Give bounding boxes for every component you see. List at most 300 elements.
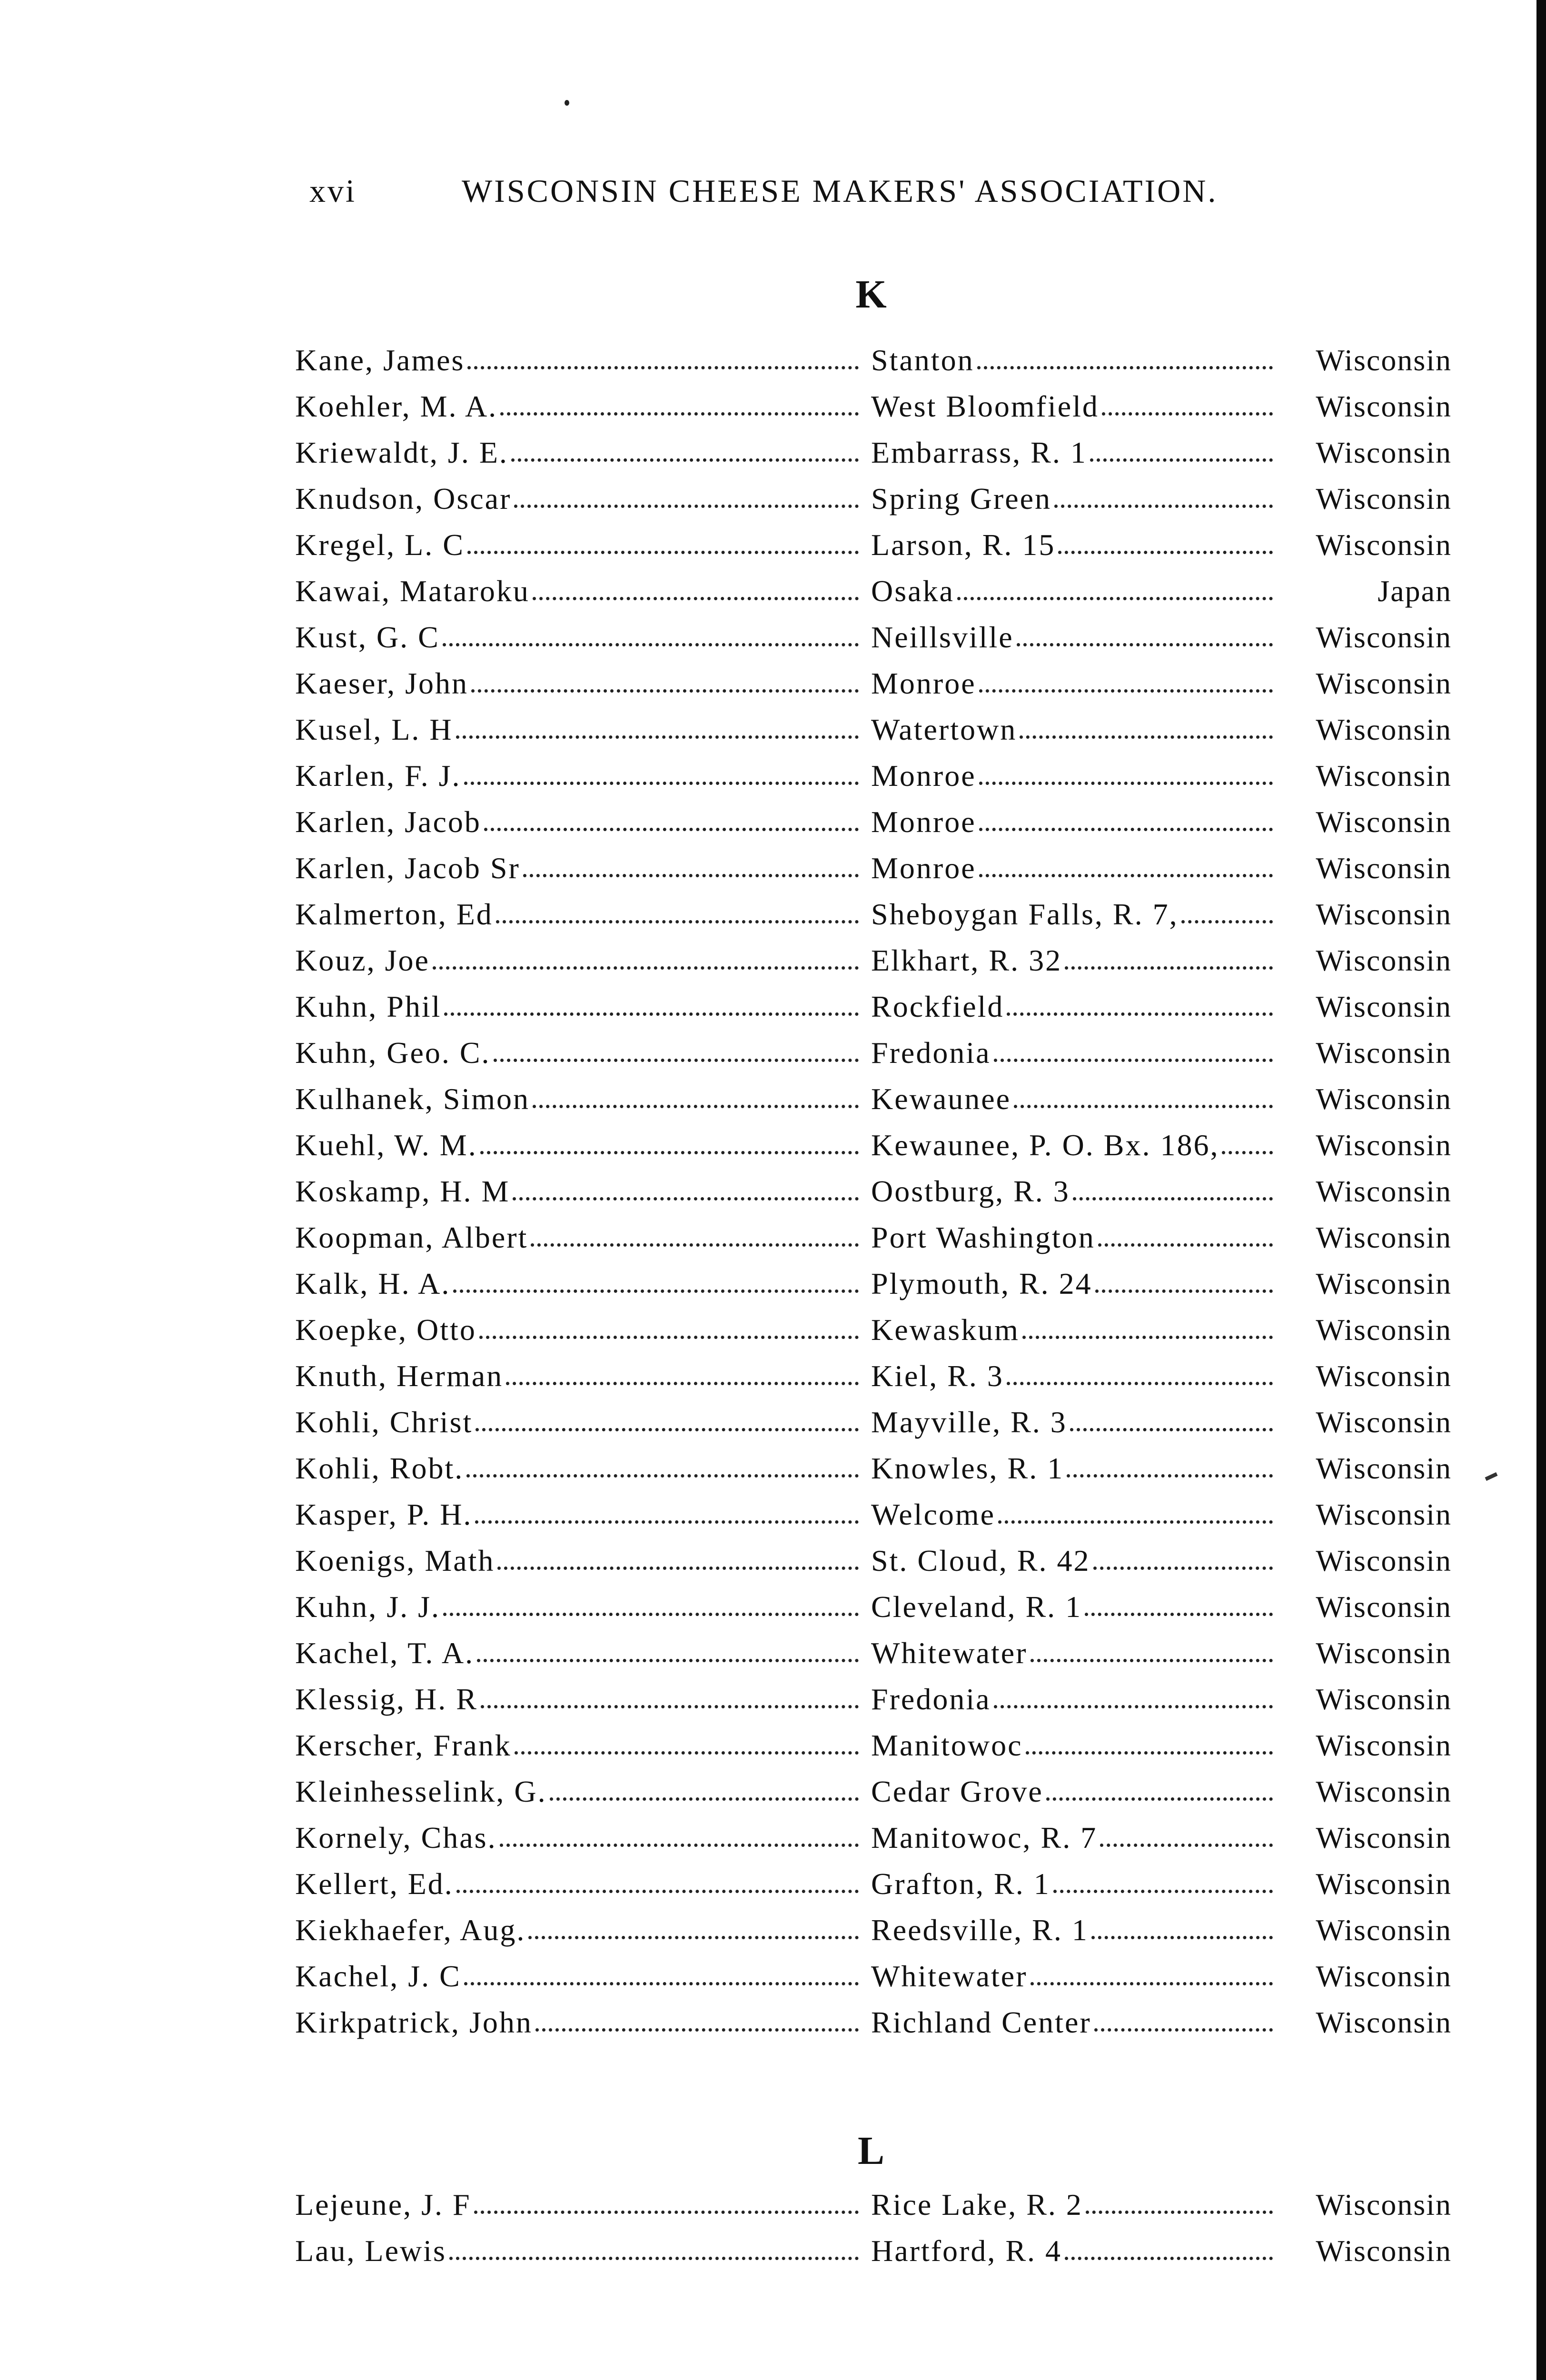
member-name-cell xyxy=(295,389,862,424)
member-place-cell xyxy=(862,2233,1276,2269)
list-item xyxy=(295,1959,1452,2005)
member-name: Koenigs, Math xyxy=(295,1544,495,1577)
member-place-cell xyxy=(862,1266,1276,1301)
list-item xyxy=(295,620,1452,666)
member-place-cell xyxy=(862,1359,1276,1394)
page-title: WISCONSIN CHEESE MAKERS' ASSOCIATION. xyxy=(462,173,1218,209)
member-place: Knowles, R. 1 xyxy=(871,1451,1064,1485)
member-name-cell xyxy=(295,1174,862,1209)
dot-leader xyxy=(1031,1659,1273,1662)
member-name-cell xyxy=(295,1312,862,1348)
list-item xyxy=(295,1728,1452,1774)
list-item xyxy=(295,1820,1452,1866)
member-place: Cleveland, R. 1 xyxy=(871,1590,1082,1624)
dot-leader xyxy=(1086,2211,1273,2214)
member-place-cell xyxy=(862,2005,1276,2040)
member-name: Koehler, M. A. xyxy=(295,389,498,423)
member-state: Wisconsin xyxy=(1316,1775,1452,1808)
member-place-cell xyxy=(862,897,1276,932)
list-item xyxy=(295,1636,1452,1682)
member-name: Koskamp, H. M xyxy=(295,1174,510,1208)
member-name: Kulhanek, Simon xyxy=(295,1082,530,1116)
member-place: Kewaskum xyxy=(871,1313,1020,1347)
dot-leader xyxy=(1046,1797,1273,1801)
list-item xyxy=(295,804,1452,851)
list-item xyxy=(295,1451,1452,1497)
member-name-cell xyxy=(295,1266,862,1301)
dot-leader xyxy=(1094,2028,1273,2032)
member-state: Wisconsin xyxy=(1316,1451,1452,1485)
member-name: Kane, James xyxy=(295,343,465,377)
dot-leader xyxy=(1031,1982,1273,1985)
list-item xyxy=(295,389,1452,435)
member-place-cell xyxy=(862,1959,1276,1994)
member-name-cell xyxy=(295,1543,862,1578)
member-name-cell xyxy=(295,1081,862,1117)
member-place-cell xyxy=(862,804,1276,840)
member-place-cell xyxy=(862,1035,1276,1071)
member-name: Kleinhesselink, G. xyxy=(295,1775,547,1808)
member-place: Grafton, R. 1 xyxy=(871,1867,1050,1901)
member-name-cell xyxy=(295,1497,862,1532)
member-name: Kuhn, Geo. C. xyxy=(295,1036,491,1070)
dot-leader xyxy=(497,1567,859,1570)
member-name: Kusel, L. H xyxy=(295,713,453,746)
member-name: Kalk, H. A. xyxy=(295,1267,451,1300)
member-state: Wisconsin xyxy=(1316,1682,1452,1716)
dot-leader xyxy=(1053,1890,1273,1893)
list-item xyxy=(295,1405,1452,1451)
member-place-cell xyxy=(862,1866,1276,1902)
member-name: Karlen, Jacob xyxy=(295,805,481,839)
member-place: Welcome xyxy=(871,1497,996,1531)
member-name: Kriewaldt, J. E. xyxy=(295,436,508,469)
member-state: Wisconsin xyxy=(1316,759,1452,793)
member-place-cell xyxy=(862,758,1276,793)
dot-leader xyxy=(464,1982,859,1985)
dot-leader xyxy=(443,643,859,646)
member-place: Mayville, R. 3 xyxy=(871,1405,1067,1439)
member-place: Watertown xyxy=(871,713,1017,746)
dot-leader xyxy=(957,597,1273,600)
member-state: Wisconsin xyxy=(1316,1590,1452,1624)
member-place-cell xyxy=(862,1312,1276,1348)
dot-leader xyxy=(481,1705,859,1708)
list-item xyxy=(295,1543,1452,1589)
member-place: Manitowoc, R. 7 xyxy=(871,1821,1098,1854)
dot-leader xyxy=(1090,458,1273,462)
member-name: Kalmerton, Ed xyxy=(295,897,493,931)
member-name-cell xyxy=(295,1959,862,1994)
list-item xyxy=(295,1266,1452,1312)
member-name-cell xyxy=(295,1636,862,1671)
member-place: Neillsville xyxy=(871,620,1014,654)
list-item xyxy=(295,1081,1452,1128)
dot-leader xyxy=(466,1474,859,1478)
member-place-cell xyxy=(862,620,1276,655)
member-name-cell xyxy=(295,1774,862,1809)
dot-leader xyxy=(1022,1336,1273,1339)
dot-leader xyxy=(1020,735,1273,739)
member-state: Wisconsin xyxy=(1316,713,1452,746)
list-item xyxy=(295,1128,1452,1174)
member-name-cell xyxy=(295,897,862,932)
member-name-cell xyxy=(295,666,862,701)
member-state: Wisconsin xyxy=(1316,436,1452,469)
member-state: Wisconsin xyxy=(1316,1959,1452,1993)
member-name: Kornely, Chas. xyxy=(295,1821,497,1854)
member-place: Kiel, R. 3 xyxy=(871,1359,1004,1393)
list-item xyxy=(295,481,1452,527)
list-item xyxy=(295,343,1452,389)
list-item xyxy=(295,2233,1452,2280)
member-place-cell xyxy=(862,389,1276,424)
member-state: Wisconsin xyxy=(1316,1821,1452,1854)
member-name: Kachel, T. A. xyxy=(295,1636,475,1670)
dot-leader xyxy=(484,828,859,831)
dot-leader xyxy=(467,551,859,554)
dot-leader xyxy=(515,1751,859,1755)
member-place: Osaka xyxy=(871,574,954,608)
dot-leader xyxy=(500,412,859,416)
section-letter-l: L xyxy=(857,2129,885,2173)
member-place: Hartford, R. 4 xyxy=(871,2234,1062,2268)
dot-leader xyxy=(449,2257,859,2260)
dot-leader xyxy=(494,1059,859,1062)
list-item xyxy=(295,1589,1452,1636)
member-place-cell xyxy=(862,1081,1276,1117)
member-state: Wisconsin xyxy=(1316,1313,1452,1347)
member-place: Sheboygan Falls, R. 7, xyxy=(871,897,1179,931)
dot-leader xyxy=(535,2028,859,2032)
member-place: Elkhart, R. 32 xyxy=(871,943,1062,977)
member-name: Lejeune, J. F xyxy=(295,2188,471,2221)
member-name-cell xyxy=(295,343,862,378)
member-place-cell xyxy=(862,1820,1276,1855)
member-name: Kohli, Robt. xyxy=(295,1451,464,1485)
member-state: Wisconsin xyxy=(1316,1128,1452,1162)
dot-leader xyxy=(464,782,859,785)
dot-leader xyxy=(1073,1197,1273,1200)
list-item xyxy=(295,574,1452,620)
member-place-cell xyxy=(862,1913,1276,1948)
list-item xyxy=(295,1866,1452,1913)
list-item xyxy=(295,1774,1452,1820)
member-place-cell xyxy=(862,1405,1276,1440)
member-place: Stanton xyxy=(871,343,974,377)
member-place: Richland Center xyxy=(871,2005,1091,2039)
dot-leader xyxy=(1222,1151,1273,1154)
member-name-cell xyxy=(295,2005,862,2040)
member-name-cell xyxy=(295,620,862,655)
dot-leader xyxy=(979,828,1273,831)
member-place-cell xyxy=(862,1220,1276,1255)
member-place: Reedsville, R. 1 xyxy=(871,1913,1089,1947)
dot-leader xyxy=(1100,1844,1273,1847)
dot-leader xyxy=(475,1520,859,1524)
dot-leader xyxy=(1007,1382,1273,1385)
member-name-cell xyxy=(295,1866,862,1902)
page-folio: xvi xyxy=(309,173,357,209)
dot-leader xyxy=(533,597,859,600)
member-name-cell xyxy=(295,1405,862,1440)
member-state: Wisconsin xyxy=(1316,1267,1452,1300)
member-state: Wisconsin xyxy=(1316,990,1452,1023)
member-state: Wisconsin xyxy=(1316,666,1452,700)
member-place: Fredonia xyxy=(871,1036,991,1070)
list-item xyxy=(295,989,1452,1035)
member-name: Koopman, Albert xyxy=(295,1220,528,1254)
member-place: Monroe xyxy=(871,666,976,700)
print-speck xyxy=(565,100,569,106)
member-name-cell xyxy=(295,1220,862,1255)
member-state: Wisconsin xyxy=(1316,1405,1452,1439)
member-name: Kuhn, Phil xyxy=(295,990,442,1023)
member-place-cell xyxy=(862,1174,1276,1209)
member-state: Wisconsin xyxy=(1316,943,1452,977)
scan-edge-right xyxy=(1536,0,1546,2380)
member-name: Klessig, H. R xyxy=(295,1682,478,1716)
member-name: Kawai, Mataroku xyxy=(295,574,530,608)
member-state: Wisconsin xyxy=(1316,1036,1452,1070)
list-item xyxy=(295,1220,1452,1266)
member-place: Kewaunee, P. O. Bx. 186, xyxy=(871,1128,1219,1162)
dot-leader xyxy=(479,1336,859,1339)
dot-leader xyxy=(1093,1567,1273,1570)
list-item xyxy=(295,1035,1452,1081)
dot-leader xyxy=(1070,1428,1273,1431)
member-place-cell xyxy=(862,574,1276,609)
member-name: Kachel, J. C xyxy=(295,1959,461,1993)
member-name-cell xyxy=(295,1820,862,1855)
member-name-cell xyxy=(295,481,862,516)
member-name: Koepke, Otto xyxy=(295,1313,476,1347)
member-state: Japan xyxy=(1378,574,1452,608)
member-place-cell xyxy=(862,1589,1276,1625)
dot-leader xyxy=(531,1243,859,1247)
member-place-cell xyxy=(862,481,1276,516)
member-name: Kuehl, W. M. xyxy=(295,1128,477,1162)
dot-leader xyxy=(476,1428,859,1431)
member-name-cell xyxy=(295,1913,862,1948)
member-list-l xyxy=(295,2187,1452,2280)
member-place: Oostburg, R. 3 xyxy=(871,1174,1070,1208)
member-name: Kirkpatrick, John xyxy=(295,2005,533,2039)
list-item xyxy=(295,1312,1452,1359)
member-name: Kiekhaefer, Aug. xyxy=(295,1913,526,1947)
member-place: Plymouth, R. 24 xyxy=(871,1267,1092,1300)
member-name: Kaeser, John xyxy=(295,666,468,700)
member-state: Wisconsin xyxy=(1316,2188,1452,2221)
member-state: Wisconsin xyxy=(1316,389,1452,423)
dot-leader xyxy=(533,1105,859,1108)
member-name: Kuhn, J. J. xyxy=(295,1590,441,1624)
member-state: Wisconsin xyxy=(1316,1220,1452,1254)
dot-leader xyxy=(1014,1105,1273,1108)
dot-leader xyxy=(1058,551,1273,554)
member-name-cell xyxy=(295,1589,862,1625)
member-place-cell xyxy=(862,1728,1276,1763)
member-name-cell xyxy=(295,1035,862,1071)
member-state: Wisconsin xyxy=(1316,2005,1452,2039)
list-item xyxy=(295,943,1452,989)
dot-leader xyxy=(1026,1751,1273,1755)
member-name-cell xyxy=(295,1128,862,1163)
dot-leader xyxy=(456,1890,859,1893)
member-name-cell xyxy=(295,804,862,840)
dot-leader xyxy=(511,458,859,462)
member-state: Wisconsin xyxy=(1316,1867,1452,1901)
member-state: Wisconsin xyxy=(1316,1544,1452,1577)
dot-leader xyxy=(1091,1936,1273,1939)
dot-leader xyxy=(467,366,859,369)
member-name-cell xyxy=(295,527,862,563)
dot-leader xyxy=(480,1151,859,1154)
member-name-cell xyxy=(295,1728,862,1763)
list-item xyxy=(295,712,1452,758)
dot-leader xyxy=(979,782,1273,785)
member-place-cell xyxy=(862,1128,1276,1163)
member-name: Kellert, Ed. xyxy=(295,1867,454,1901)
dot-leader xyxy=(1098,1243,1273,1247)
member-name: Kregel, L. C xyxy=(295,528,465,562)
member-place-cell xyxy=(862,712,1276,747)
member-name-cell xyxy=(295,2233,862,2269)
dot-leader xyxy=(506,1382,859,1385)
member-place: Manitowoc xyxy=(871,1728,1023,1762)
member-place: Monroe xyxy=(871,759,976,793)
list-item xyxy=(295,435,1452,481)
member-state: Wisconsin xyxy=(1316,528,1452,562)
member-place: St. Cloud, R. 42 xyxy=(871,1544,1090,1577)
dot-leader xyxy=(1054,505,1273,508)
section-letter-k: K xyxy=(855,272,887,317)
member-place-cell xyxy=(862,666,1276,701)
list-item xyxy=(295,666,1452,712)
member-name-cell xyxy=(295,943,862,978)
member-name-cell xyxy=(295,1682,862,1717)
member-place-cell xyxy=(862,851,1276,886)
member-name-cell xyxy=(295,851,862,886)
member-name: Kust, G. C xyxy=(295,620,440,654)
member-name: Kerscher, Frank xyxy=(295,1728,512,1762)
dot-leader xyxy=(1067,1474,1273,1478)
member-state: Wisconsin xyxy=(1316,1913,1452,1947)
member-place-cell xyxy=(862,1682,1276,1717)
dot-leader xyxy=(998,1520,1273,1524)
list-item xyxy=(295,2005,1452,2051)
member-place: West Bloomfield xyxy=(871,389,1099,423)
dot-leader xyxy=(979,874,1273,877)
dot-leader xyxy=(994,1059,1273,1062)
dot-leader xyxy=(500,1844,859,1847)
dot-leader xyxy=(453,1289,859,1293)
dot-leader xyxy=(513,1197,859,1200)
dot-leader xyxy=(1085,1613,1273,1616)
member-name: Kohli, Christ xyxy=(295,1405,473,1439)
member-place-cell xyxy=(862,435,1276,470)
dot-leader xyxy=(979,689,1273,693)
member-name: Kasper, P. H. xyxy=(295,1497,473,1531)
list-item xyxy=(295,1174,1452,1220)
member-place: Rockfield xyxy=(871,990,1004,1023)
member-list-k xyxy=(295,343,1452,2051)
member-name: Karlen, F. J. xyxy=(295,759,461,793)
member-state: Wisconsin xyxy=(1316,897,1452,931)
dot-leader xyxy=(477,1659,859,1662)
member-state: Wisconsin xyxy=(1316,2234,1452,2268)
list-item xyxy=(295,897,1452,943)
dot-leader xyxy=(1102,412,1273,416)
member-place: Rice Lake, R. 2 xyxy=(871,2188,1083,2221)
member-state: Wisconsin xyxy=(1316,620,1452,654)
dot-leader xyxy=(523,874,859,877)
member-place: Port Washington xyxy=(871,1220,1095,1254)
member-name: Lau, Lewis xyxy=(295,2234,446,2268)
member-name-cell xyxy=(295,1451,862,1486)
dot-leader xyxy=(474,2211,859,2214)
dot-leader xyxy=(456,735,859,739)
member-place: Cedar Grove xyxy=(871,1775,1043,1808)
member-place: Fredonia xyxy=(871,1682,991,1716)
member-state: Wisconsin xyxy=(1316,1174,1452,1208)
member-name-cell xyxy=(295,989,862,1024)
member-place-cell xyxy=(862,989,1276,1024)
member-place-cell xyxy=(862,527,1276,563)
margin-mark xyxy=(1485,1472,1498,1481)
list-item xyxy=(295,2187,1452,2233)
member-place: Larson, R. 15 xyxy=(871,528,1056,562)
member-place-cell xyxy=(862,1497,1276,1532)
member-place-cell xyxy=(862,343,1276,378)
dot-leader xyxy=(514,505,859,508)
list-item xyxy=(295,851,1452,897)
dot-leader xyxy=(1181,920,1273,923)
member-name-cell xyxy=(295,2187,862,2222)
list-item xyxy=(295,1682,1452,1728)
dot-leader xyxy=(433,966,859,970)
member-place-cell xyxy=(862,2187,1276,2222)
member-place: Kewaunee xyxy=(871,1082,1011,1116)
member-name: Karlen, Jacob Sr xyxy=(295,851,520,885)
dot-leader xyxy=(444,1012,859,1016)
dot-leader xyxy=(496,920,859,923)
dot-leader xyxy=(471,689,859,693)
member-place-cell xyxy=(862,943,1276,978)
list-item xyxy=(295,758,1452,804)
member-place: Whitewater xyxy=(871,1636,1028,1670)
member-place: Monroe xyxy=(871,851,976,885)
list-item xyxy=(295,1497,1452,1543)
member-place-cell xyxy=(862,1774,1276,1809)
dot-leader xyxy=(977,366,1273,369)
dot-leader xyxy=(443,1613,859,1616)
dot-leader xyxy=(528,1936,859,1939)
member-name: Knuth, Herman xyxy=(295,1359,504,1393)
dot-leader xyxy=(1065,966,1273,970)
member-state: Wisconsin xyxy=(1316,1082,1452,1116)
member-name-cell xyxy=(295,712,862,747)
member-name: Kouz, Joe xyxy=(295,943,430,977)
dot-leader xyxy=(1095,1289,1273,1293)
list-item xyxy=(295,1913,1452,1959)
member-name-cell xyxy=(295,758,862,793)
member-state: Wisconsin xyxy=(1316,1728,1452,1762)
dot-leader xyxy=(1017,643,1273,646)
member-state: Wisconsin xyxy=(1316,805,1452,839)
dot-leader xyxy=(1007,1012,1273,1016)
member-state: Wisconsin xyxy=(1316,1497,1452,1531)
